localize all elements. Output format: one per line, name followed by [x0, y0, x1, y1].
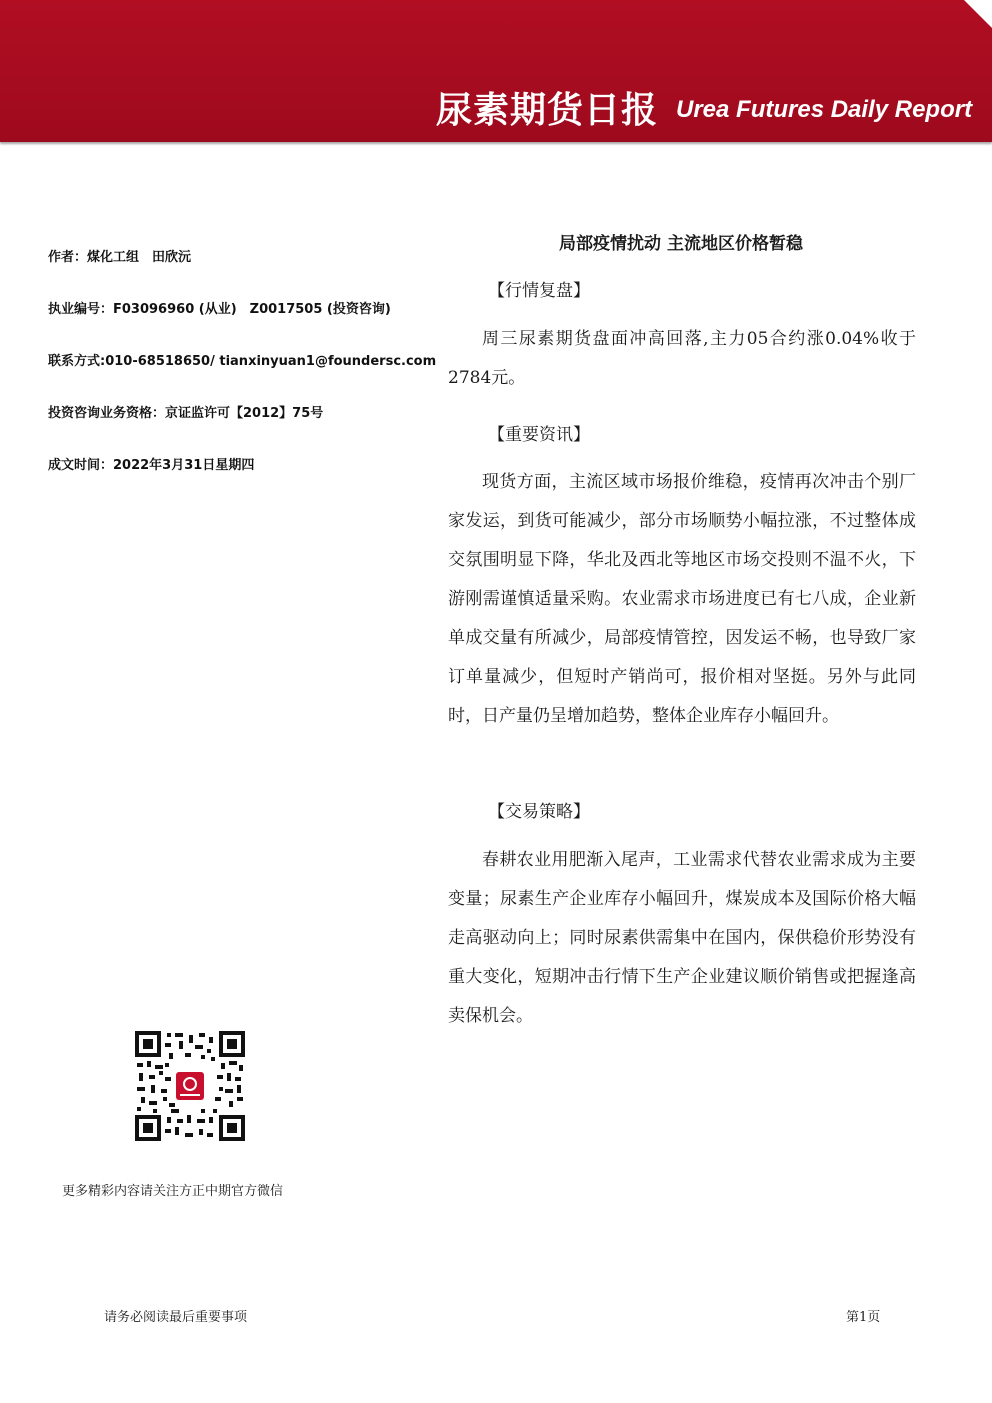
- report-title-en: Urea Futures Daily Report: [676, 96, 973, 123]
- paragraph-market-review: 周三尿素期货盘面冲高回落,主力05合约涨0.04%收于2784元。: [448, 329, 916, 388]
- date-line: 成文时间：2022年3月31日星期四: [48, 458, 255, 473]
- report-title-cn: 尿素期货日报: [436, 90, 659, 131]
- qr-caption: 更多精彩内容请关注方正中期官方微信: [62, 1184, 284, 1199]
- section-heading-market-review: 【行情复盘】: [488, 281, 590, 301]
- page-curl: [964, 0, 992, 28]
- license-line: 执业编号：F03096960 (从业) Z0017505 (投资咨询): [48, 302, 391, 317]
- contact-line: 联系方式:010-68518650/ tianxinyuan1@foundersc.com: [48, 354, 437, 369]
- footer-notice: 请务必阅读最后重要事项: [104, 1310, 248, 1325]
- section-heading-strategy: 【交易策略】: [488, 802, 590, 822]
- article-title: 局部疫情扰动 主流地区价格暂稳: [559, 234, 803, 254]
- paragraph-news: 现货方面，主流区域市场报价维稳，疫情再次冲击个别厂家发运，到货可能减少，部分市场顺势小幅拉涨，不过整体成交氛围明显下降，华北及西北等地区市场交投则不温不火，下游刚需谨慎适量采购。农业需求市场进度已有七八成，企业新单成交量有所减少，局部疫情管控，因发运不畅，也导致厂家订单量减少，但短时产销尚可，报价相对坚挺。另外与此同时，日产量仍呈增加趋势，整体企业库存小幅回升。: [448, 472, 916, 726]
- section-heading-news: 【重要资讯】: [488, 425, 590, 445]
- author-line: 作者：煤化工组 田欣沅: [48, 250, 192, 265]
- page-number: 第1页: [846, 1310, 881, 1325]
- report-header: [0, 0, 992, 142]
- paragraph-strategy: 春耕农业用肥渐入尾声，工业需求代替农业需求成为主要变量；尿素生产企业库存小幅回升，煤炭成本及国际价格大幅走高驱动向上；同时尿素供需集中在国内，保供稳价形势没有重大变化，短期冲击行情下生产企业建议顺价销售或把握逢高卖保机会。: [448, 850, 916, 1026]
- wechat-qr-code: [135, 1031, 245, 1141]
- qualification-line: 投资咨询业务资格：京证监许可【2012】75号: [48, 406, 324, 421]
